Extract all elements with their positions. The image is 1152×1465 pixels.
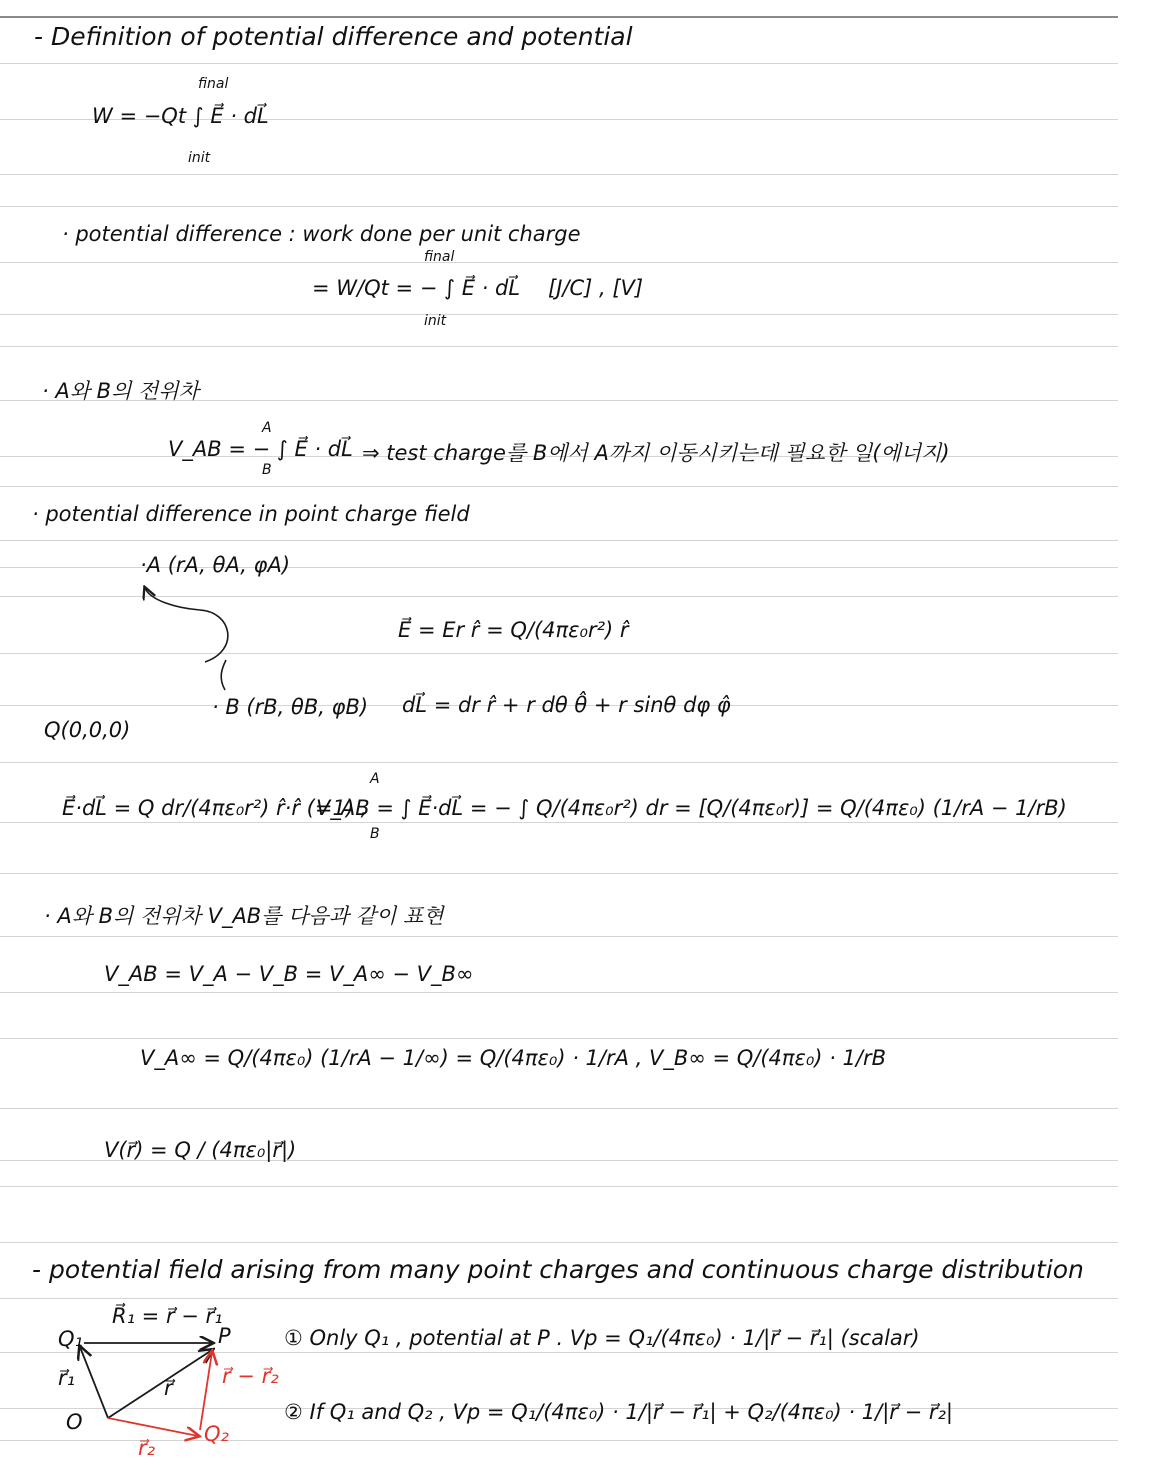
point-charge-field-label: · potential difference in point charge field xyxy=(32,502,470,526)
point-a-label: ·A (rA, θA, φA) xyxy=(140,553,291,577)
dl-equation: dL⃗ = dr r̂ + r dθ θ̂ + r sinθ dφ φ̂ xyxy=(402,693,731,717)
path-arrow-tail xyxy=(221,660,226,690)
r1-vector xyxy=(80,1347,108,1418)
r2-label: r⃗₂ xyxy=(138,1436,156,1460)
work-equation: W = −Qt ∫ E⃗ · dL⃗ xyxy=(92,104,269,128)
origin-charge-label: Q(0,0,0) xyxy=(44,718,131,742)
vab-difference-equation: V_AB = V_A − V_B = V_A∞ − V_B∞ xyxy=(104,962,474,986)
path-arrow xyxy=(145,588,228,662)
q1-label: Q₁ xyxy=(58,1327,83,1351)
reference-potential-label: · A와 B의 전위차 V_AB를 다음과 같이 표현 xyxy=(44,904,444,928)
two-charge-potential-item: ② If Q₁ and Q₂ , Vp = Q₁/(4πε₀) · 1/|r⃗ − r⃗₁| + Q₂/(4πε₀) · 1/|r⃗ − r⃗₂| xyxy=(284,1400,953,1424)
section-heading: - potential field arising from many point charges and continuous charge distribution xyxy=(32,1255,1084,1284)
dot-product-equation: E⃗·dL⃗ = Q dr/(4πε₀r²) r̂·r̂ (=1) , xyxy=(62,796,368,820)
integral-lower-limit: B xyxy=(370,826,380,842)
r1-definition-label: R⃗₁ = r⃗ − r⃗₁ xyxy=(112,1304,223,1328)
vab-integral-equation: V_AB = − ∫ E⃗ · dL⃗ xyxy=(168,437,353,461)
r-vector xyxy=(108,1350,212,1418)
electric-field-equation: E⃗ = Er r̂ = Q/(4πε₀r²) r̂ xyxy=(398,618,629,642)
point-b-label: · B (rB, θB, φB) xyxy=(212,695,369,719)
integral-lower-limit: init xyxy=(424,313,447,329)
units-label: [J/C] , [V] xyxy=(548,276,644,300)
potential-difference-definition: · potential difference : work done per unit charge xyxy=(62,222,581,246)
point-p-label: P xyxy=(218,1324,231,1348)
integral-upper-limit: A xyxy=(262,420,272,436)
vab-point-charge-equation: V_AB = ∫ E⃗·dL⃗ = − ∫ Q/(4πε₀r²) dr = [Q/(4πε₀r)] = Q/(4πε₀) (1/rA − 1/rB) xyxy=(316,796,1067,820)
r1-label: r⃗₁ xyxy=(58,1366,76,1390)
q2-label: Q₂ xyxy=(204,1422,229,1446)
potential-difference-equation: = W/Qt = − ∫ E⃗ · dL⃗ xyxy=(312,276,521,300)
integral-upper-limit: final xyxy=(424,249,455,265)
r-minus-r2-label: r⃗ − r⃗₂ xyxy=(222,1364,279,1388)
r-label: r⃗ xyxy=(164,1376,173,1400)
integral-lower-limit: B xyxy=(262,462,272,478)
single-charge-potential-item: ① Only Q₁ , potential at P . Vp = Q₁/(4πε₀) · 1/|r⃗ − r⃗₁| (scalar) xyxy=(284,1326,920,1350)
potential-function-equation: V(r⃗) = Q / (4πε₀|r⃗|) xyxy=(104,1138,297,1162)
v-infinity-equation: V_A∞ = Q/(4πε₀) (1/rA − 1/∞) = Q/(4πε₀) · 1/rA , V_B∞ = Q/(4πε₀) · 1/rB xyxy=(140,1046,886,1070)
section-heading: - Definition of potential difference and potential xyxy=(34,22,633,51)
integral-lower-limit: init xyxy=(188,150,211,166)
ab-potential-difference-label: · A와 B의 전위차 xyxy=(42,379,199,403)
integral-upper-limit: A xyxy=(370,771,380,787)
origin-label: O xyxy=(66,1410,83,1434)
r-minus-r2-vector xyxy=(200,1352,212,1430)
r2-vector xyxy=(108,1418,198,1436)
test-charge-note: ⇒ test charge를 B에서 A까지 이동시키는데 필요한 일(에너지) xyxy=(362,441,950,465)
integral-upper-limit: final xyxy=(198,76,229,92)
